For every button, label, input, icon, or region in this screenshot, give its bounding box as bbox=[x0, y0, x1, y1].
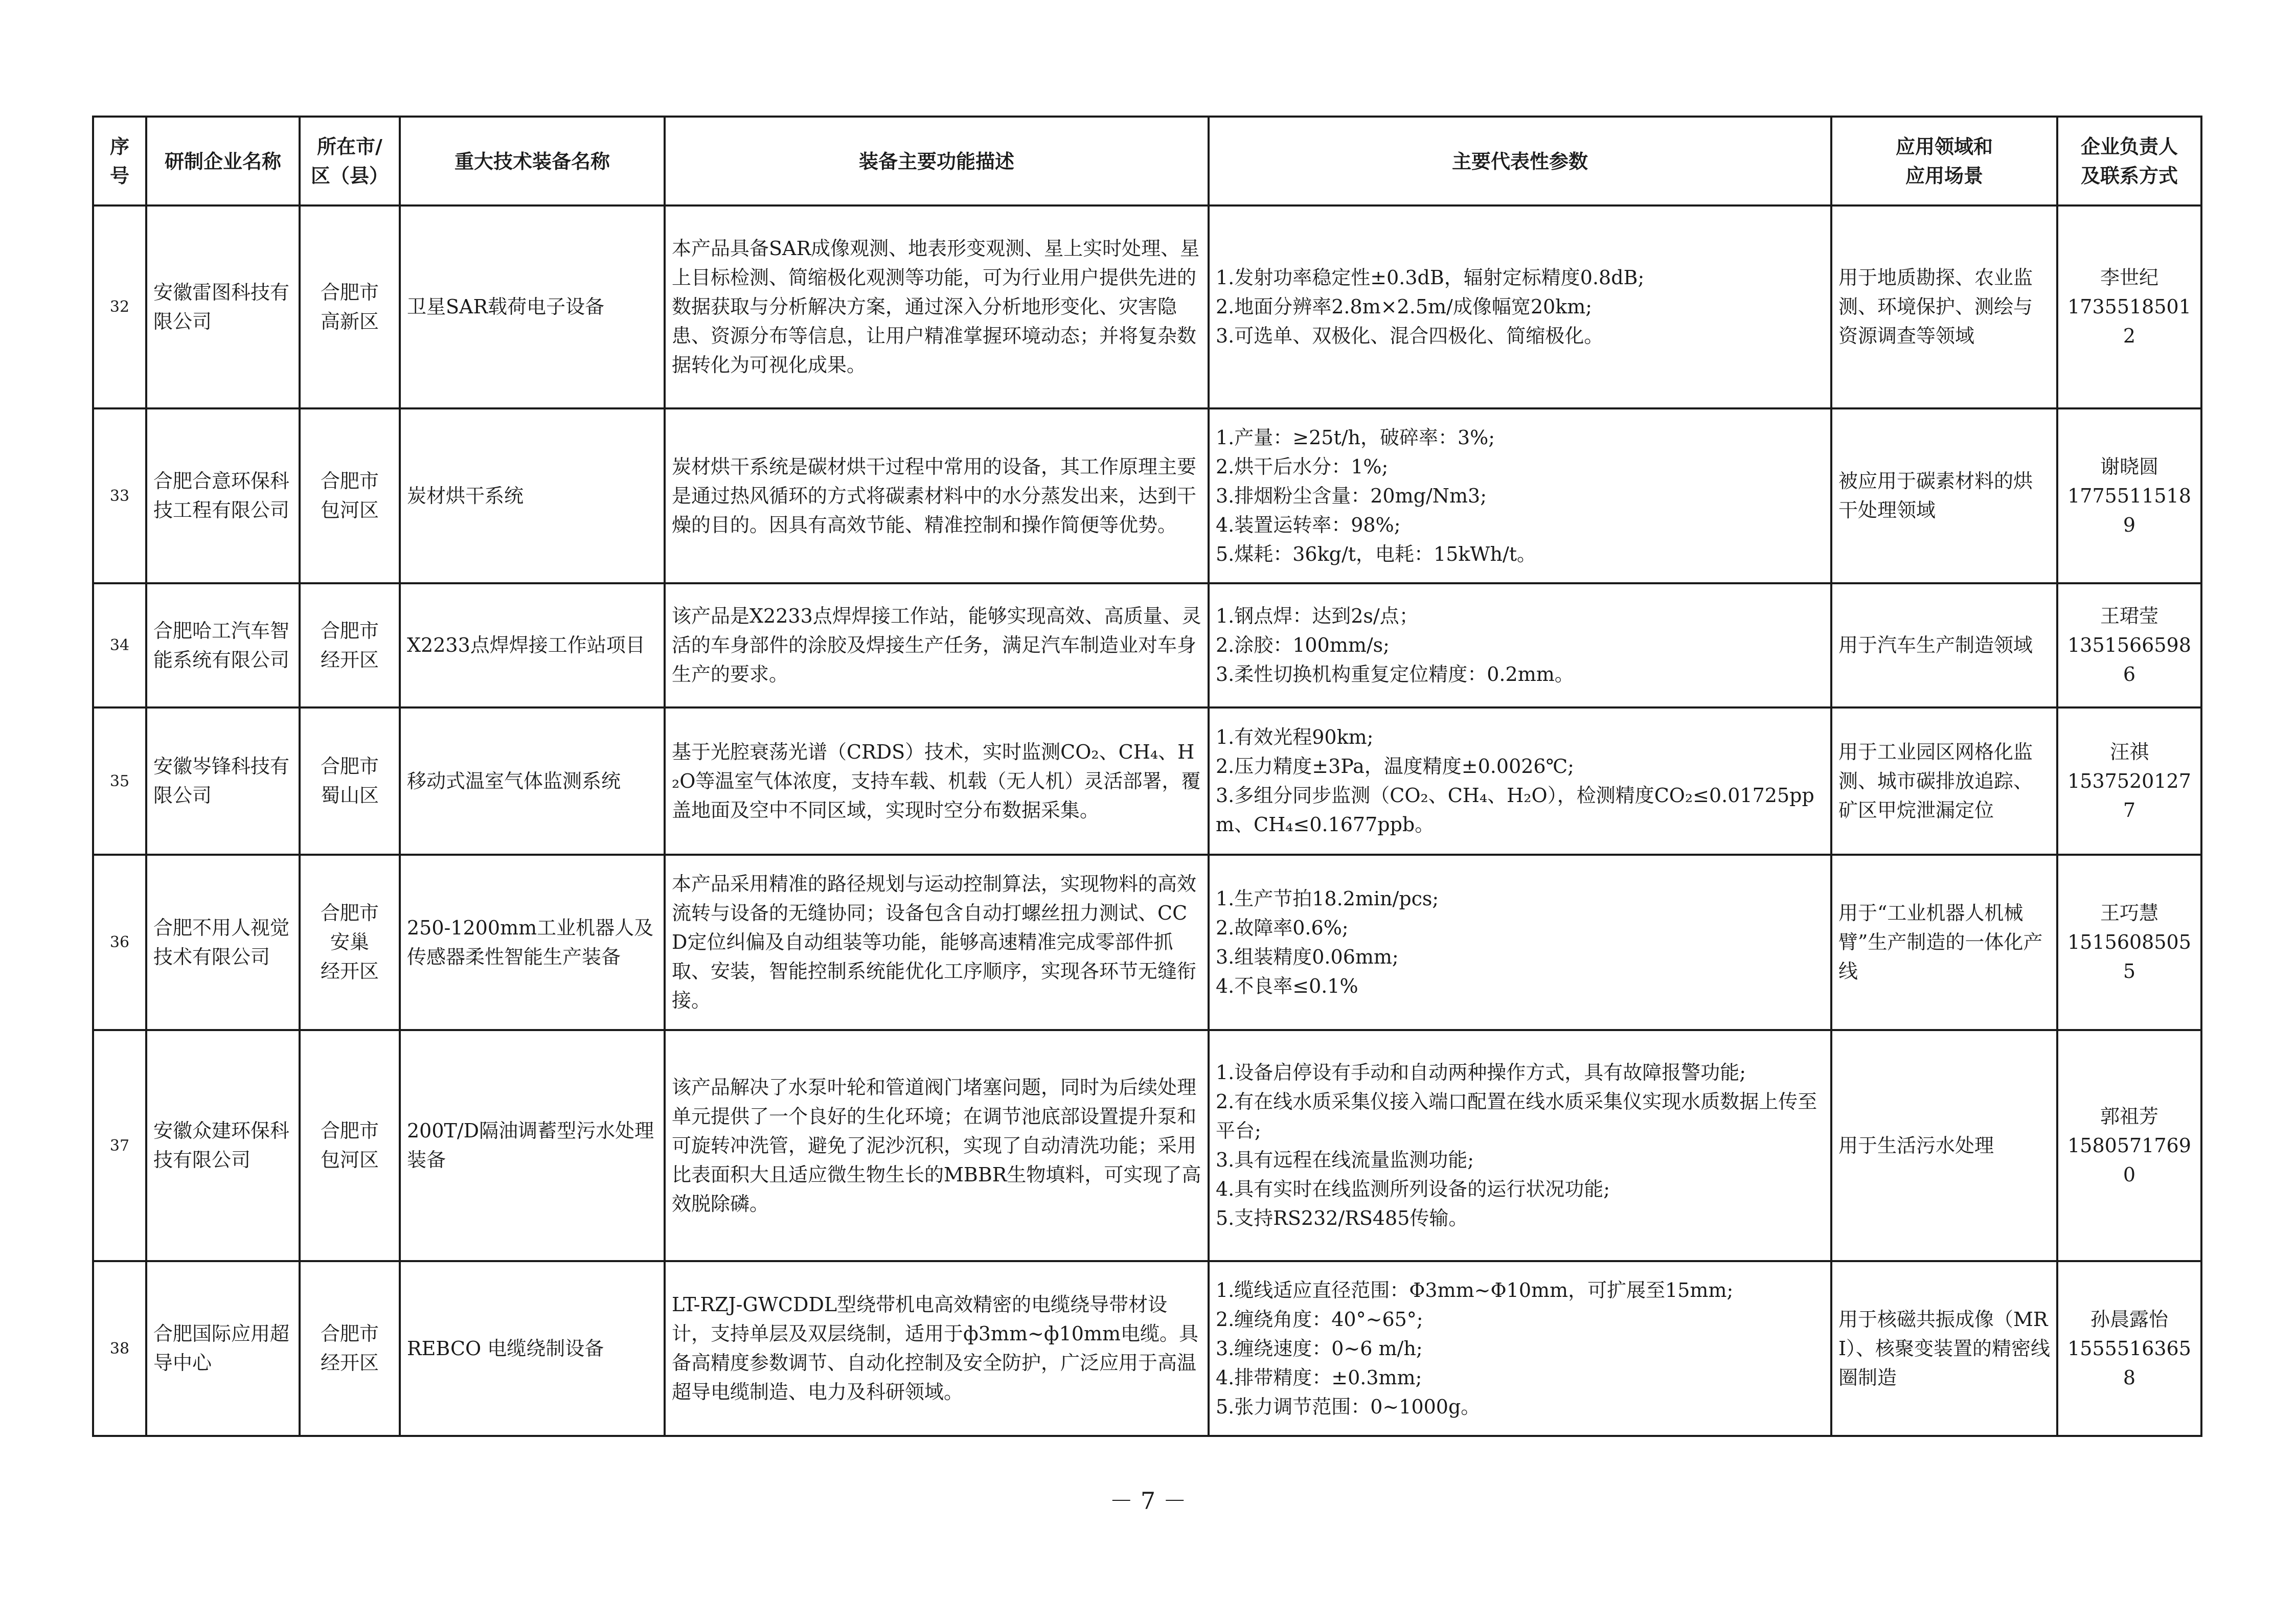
row-seq: 36 bbox=[93, 855, 146, 1030]
row-equipment: X2233点焊焊接工作站项目 bbox=[400, 583, 665, 707]
cell-line: 李世纪 bbox=[2100, 266, 2158, 289]
cell-line: 2.涂胶：100mm/s; bbox=[1216, 634, 1390, 656]
header-function bbox=[665, 117, 1209, 205]
row-application: 用于工业园区网格化监测、城市碳排放追踪、矿区甲烷泄漏定位 bbox=[1831, 707, 2057, 855]
cell-line: 号 bbox=[109, 164, 129, 187]
row-equipment: 250-1200mm工业机器人及传感器柔性智能生产装备 bbox=[400, 855, 665, 1030]
cell-line: 汪祺 bbox=[2109, 740, 2149, 763]
cell-line: 王珺莹 bbox=[2100, 605, 2158, 627]
cell-line: 研制企业名称 bbox=[164, 149, 281, 173]
cell-line: 4.排带精度：±0.3mm; bbox=[1216, 1366, 1422, 1389]
header-location bbox=[300, 117, 400, 205]
row-location bbox=[300, 1030, 400, 1261]
cell-line: 孙晨露怡 bbox=[2090, 1308, 2168, 1331]
cell-line: 合肥市 bbox=[320, 902, 379, 924]
equipment-table bbox=[92, 116, 2202, 1437]
cell-line: 2.故障率0.6%; bbox=[1216, 916, 1349, 939]
cell-line: 2.烘干后水分：1%; bbox=[1216, 455, 1389, 478]
row-contact bbox=[2057, 707, 2201, 855]
row-params bbox=[1209, 855, 1831, 1030]
cell-line: 2.压力精度±3Pa，温度精度±0.0026℃; bbox=[1216, 755, 1574, 778]
cell-line: 应用领域和 bbox=[1895, 135, 1993, 158]
row-seq: 33 bbox=[93, 408, 146, 583]
row-params bbox=[1209, 707, 1831, 855]
table-row bbox=[93, 1030, 2201, 1261]
cell-line: 2.地面分辨率2.8m×2.5m/成像幅宽20km; bbox=[1216, 295, 1593, 318]
cell-line: 包河区 bbox=[320, 1149, 379, 1171]
cell-line: 3.组装精度0.06mm; bbox=[1216, 945, 1399, 968]
row-function: 该产品是X2233点焊焊接工作站，能够实现高效、高质量、灵活的车身部件的涂胶及焊接生产任务，满足汽车制造业对车身生产的要求。 bbox=[665, 583, 1209, 707]
cell-line: 企业负责人 bbox=[2080, 135, 2178, 158]
row-function: 该产品解决了水泵叶轮和管道阀门堵塞问题，同时为后续处理单元提供了一个良好的生化环境；在调节池底部设置提升泵和可旋转冲洗管，避免了泥沙沉积，实现了自动清洗功能；采用比表面积大且适应微生物生长的MBBR生物填料，可实现了高效脱除磷。 bbox=[665, 1030, 1209, 1261]
cell-line: 合肥市 bbox=[320, 1322, 379, 1345]
header-equipment bbox=[400, 117, 665, 205]
row-params bbox=[1209, 583, 1831, 707]
row-contact bbox=[2057, 1030, 2201, 1261]
cell-line: 装备主要功能描述 bbox=[858, 149, 1014, 173]
cell-line: 应用场景 bbox=[1905, 164, 1983, 187]
table-row bbox=[93, 408, 2201, 583]
cell-line: 5.煤耗：36kg/t，电耗：15kWh/t。 bbox=[1216, 542, 1537, 565]
row-seq: 34 bbox=[93, 583, 146, 707]
row-contact bbox=[2057, 1261, 2201, 1436]
row-equipment: REBCO 电缆绕制设备 bbox=[400, 1261, 665, 1436]
cell-line: 蜀山区 bbox=[320, 784, 379, 807]
cell-line: 区（县） bbox=[310, 164, 389, 187]
cell-line: 3.可选单、双极化、混合四极化、简缩极化。 bbox=[1216, 325, 1604, 347]
cell-line: 合肥市 bbox=[320, 281, 379, 304]
row-contact bbox=[2057, 855, 2201, 1030]
table-row bbox=[93, 205, 2201, 408]
cell-line: 1.产量：≥25t/h，破碎率：3%; bbox=[1216, 426, 1495, 449]
cell-line: 所在市/ bbox=[317, 135, 382, 158]
row-company: 安徽众建环保科技有限公司 bbox=[146, 1030, 300, 1261]
row-application: 用于核磁共振成像（MRI）、核聚变装置的精密线圈制造 bbox=[1831, 1261, 2057, 1436]
row-contact bbox=[2057, 205, 2201, 408]
row-params bbox=[1209, 1030, 1831, 1261]
cell-line: 及联系方式 bbox=[2080, 164, 2178, 187]
header-company bbox=[146, 117, 300, 205]
cell-line: 17355185012 bbox=[2067, 295, 2191, 347]
row-application: 用于生活污水处理 bbox=[1831, 1030, 2057, 1261]
table-row bbox=[93, 855, 2201, 1030]
cell-line: 谢晓圆 bbox=[2100, 455, 2158, 478]
cell-line: 17755115189 bbox=[2067, 484, 2191, 536]
row-seq: 32 bbox=[93, 205, 146, 408]
row-company: 合肥国际应用超导中心 bbox=[146, 1261, 300, 1436]
row-seq: 37 bbox=[93, 1030, 146, 1261]
row-equipment: 移动式温室气体监测系统 bbox=[400, 707, 665, 855]
row-company: 安徽雷图科技有限公司 bbox=[146, 205, 300, 408]
cell-line: 包河区 bbox=[320, 499, 379, 521]
cell-line: 2.缠绕角度：40°~65°; bbox=[1216, 1308, 1423, 1331]
table-header-row bbox=[93, 117, 2201, 205]
row-application: 被应用于碳素材料的烘干处理领域 bbox=[1831, 408, 2057, 583]
row-function: 炭材烘干系统是碳材烘干过程中常用的设备，其工作原理主要是通过热风循环的方式将碳素材料中的水分蒸发出来，达到干燥的目的。因具有高效节能、精准控制和操作简便等优势。 bbox=[665, 408, 1209, 583]
cell-line: 1.钢点焊：达到2s/点； bbox=[1216, 605, 1419, 627]
header-seq bbox=[93, 117, 146, 205]
header-application bbox=[1831, 117, 2057, 205]
cell-line: 经开区 bbox=[320, 960, 379, 983]
cell-line: 4.具有实时在线监测所列设备的运行状况功能; bbox=[1216, 1178, 1610, 1200]
row-equipment: 炭材烘干系统 bbox=[400, 408, 665, 583]
cell-line: 1.设备启停设有手动和自动两种操作方式，具有故障报警功能; bbox=[1216, 1061, 1746, 1084]
row-function: 本产品采用精准的路径规划与运动控制算法，实现物料的高效流转与设备的无缝协同；设备包含自动打螺丝扭力测试、CCD定位纠偏及自动组装等功能，能够高速精准完成零部件抓取、安装，智能控制系统能优化工序顺序，实现各环节无缝衔接。 bbox=[665, 855, 1209, 1030]
cell-line: 安巢 bbox=[330, 931, 369, 953]
cell-line: 3.多组分同步监测（CO₂、CH₄、H₂O），检测精度CO₂≤0.01725ppm、CH₄≤0.1677ppb。 bbox=[1216, 784, 1814, 836]
cell-line: 15375201277 bbox=[2067, 769, 2191, 821]
cell-line: 合肥市 bbox=[320, 470, 379, 492]
row-location bbox=[300, 408, 400, 583]
cell-line: 5.支持RS232/RS485传输。 bbox=[1216, 1207, 1468, 1229]
cell-line: 4.装置运转率：98%; bbox=[1216, 513, 1401, 536]
row-location bbox=[300, 205, 400, 408]
row-company: 合肥合意环保科技工程有限公司 bbox=[146, 408, 300, 583]
row-company: 合肥哈工汽车智能系统有限公司 bbox=[146, 583, 300, 707]
cell-line: 3.排烟粉尘含量：20mg/Nm3; bbox=[1216, 484, 1487, 507]
cell-line: 5.张力调节范围：0~1000g。 bbox=[1216, 1395, 1481, 1418]
cell-line: 13515665986 bbox=[2067, 634, 2191, 686]
cell-line: 3.缠绕速度：0~6 m/h; bbox=[1216, 1337, 1423, 1360]
header-params bbox=[1209, 117, 1831, 205]
cell-line: 序 bbox=[109, 135, 129, 158]
row-location bbox=[300, 707, 400, 855]
page-number: － 7 － bbox=[1109, 1487, 1187, 1515]
row-params bbox=[1209, 408, 1831, 583]
cell-line: 合肥市 bbox=[320, 755, 379, 778]
cell-line: 4.不良率≤0.1% bbox=[1216, 974, 1358, 997]
cell-line: 经开区 bbox=[320, 648, 379, 671]
cell-line: 3.柔性切换机构重复定位精度：0.2mm。 bbox=[1216, 663, 1574, 686]
cell-line: 1.有效光程90km; bbox=[1216, 726, 1374, 748]
row-equipment: 卫星SAR载荷电子设备 bbox=[400, 205, 665, 408]
row-location bbox=[300, 583, 400, 707]
row-function: 基于光腔衰荡光谱（CRDS）技术，实时监测CO₂、CH₄、H₂O等温室气体浓度，支持车载、机载（无人机）灵活部署，覆盖地面及空中不同区域，实现时空分布数据采集。 bbox=[665, 707, 1209, 855]
row-seq: 35 bbox=[93, 707, 146, 855]
cell-line: 主要代表性参数 bbox=[1451, 149, 1588, 173]
row-function: LT-RZJ-GWCDDL型绕带机电高效精密的电缆绕导带材设计，支持单层及双层绕制，适用于ф3mm~ф10mm电缆。具备高精度参数调节、自动化控制及安全防护，广泛应用于高温超导电缆制造、电力及科研领域。 bbox=[665, 1261, 1209, 1436]
row-params bbox=[1209, 1261, 1831, 1436]
cell-line: 1.缆线适应直径范围：Φ3mm~Φ10mm，可扩展至15mm; bbox=[1216, 1278, 1734, 1301]
cell-line: 合肥市 bbox=[320, 619, 379, 642]
row-params bbox=[1209, 205, 1831, 408]
row-contact bbox=[2057, 583, 2201, 707]
cell-line: 15805717690 bbox=[2067, 1134, 2191, 1186]
cell-line: 合肥市 bbox=[320, 1120, 379, 1142]
cell-line: 15555163658 bbox=[2067, 1337, 2191, 1389]
cell-line: 高新区 bbox=[320, 310, 379, 333]
row-application: 用于地质勘探、农业监测、环境保护、测绘与资源调查等领域 bbox=[1831, 205, 2057, 408]
cell-line: 15156085055 bbox=[2067, 931, 2191, 983]
header-contact bbox=[2057, 117, 2201, 205]
cell-line: 王巧慧 bbox=[2100, 902, 2158, 924]
row-application: 用于汽车生产制造领域 bbox=[1831, 583, 2057, 707]
cell-line: 3.具有远程在线流量监测功能; bbox=[1216, 1149, 1474, 1171]
cell-line: 1.生产节拍18.2min/pcs; bbox=[1216, 887, 1439, 910]
row-application: 用于“工业机器人机械臂”生产制造的一体化产线 bbox=[1831, 855, 2057, 1030]
row-function: 本产品具备SAR成像观测、地表形变观测、星上实时处理、星上目标检测、简缩极化观测等功能，可为行业用户提供先进的数据获取与分析解决方案，通过深入分析地形变化、灾害隐患、资源分布等信息，让用户精准掌握环境动态；并将复杂数据转化为可视化成果。 bbox=[665, 205, 1209, 408]
row-company: 合肥不用人视觉技术有限公司 bbox=[146, 855, 300, 1030]
table-row bbox=[93, 583, 2201, 707]
row-location bbox=[300, 855, 400, 1030]
cell-line: 重大技术装备名称 bbox=[454, 149, 610, 173]
cell-line: 经开区 bbox=[320, 1352, 379, 1374]
row-company: 安徽岑锋科技有限公司 bbox=[146, 707, 300, 855]
cell-line: 郭祖芳 bbox=[2100, 1105, 2158, 1128]
row-location bbox=[300, 1261, 400, 1436]
table-row bbox=[93, 1261, 2201, 1436]
cell-line: 1.发射功率稳定性±0.3dB，辐射定标精度0.8dB; bbox=[1216, 266, 1645, 289]
row-equipment: 200T/D隔油调蓄型污水处理装备 bbox=[400, 1030, 665, 1261]
row-seq: 38 bbox=[93, 1261, 146, 1436]
row-contact bbox=[2057, 408, 2201, 583]
cell-line: 2.有在线水质采集仪接入端口配置在线水质采集仪实现水质数据上传至平台; bbox=[1216, 1090, 1817, 1142]
table-row bbox=[93, 707, 2201, 855]
